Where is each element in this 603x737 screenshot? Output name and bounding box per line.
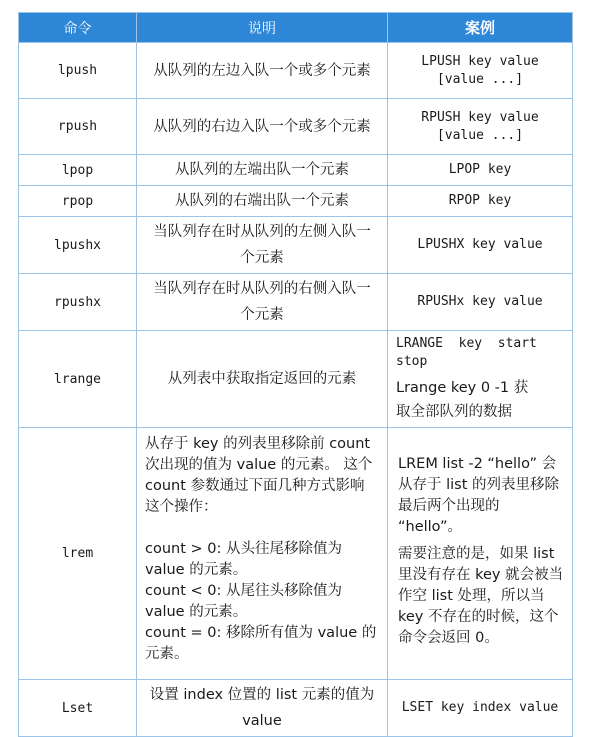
command-cell: lpushx <box>19 217 137 274</box>
table-row <box>19 99 573 155</box>
description-case: count > 0: 从头往尾移除值为 value 的元素。 <box>145 541 342 578</box>
example-line: Lrange key 0 -1 获 <box>396 380 529 396</box>
command-cell: lpop <box>19 155 137 186</box>
description-intro: 从存于 key 的列表里移除前 count 次出现的值为 value 的元素。 这个 count 参数通过下面几种方式影响这个操作： <box>145 436 373 515</box>
description-cell: 从队列的左端出队一个元素 <box>137 155 388 186</box>
table-row <box>19 680 573 737</box>
example-cell: RPUSHx key value <box>388 274 573 331</box>
example-cell: RPOP key <box>388 186 573 217</box>
example-cell: LSET key index value <box>388 680 573 737</box>
description-cell: 从队列的右端出队一个元素 <box>137 186 388 217</box>
description-cell: 从队列的右边入队一个或多个元素 <box>137 99 388 155</box>
command-cell: rpop <box>19 186 137 217</box>
example-line: LRANGE key start <box>396 336 537 351</box>
table-row <box>19 43 573 99</box>
description-cell: 从队列的左边入队一个或多个元素 <box>137 43 388 99</box>
description-cell: 当队列存在时从队列的左侧入队一个元素 <box>137 217 388 274</box>
example-cell: LPUSH key value [value ...] <box>388 43 573 99</box>
example-paragraph: 需要注意的是，如果 list 里没有存在 key 就会被当作空 list 处理，所以当 key 不存在的时候，这个命令会返回 0。 <box>398 546 564 646</box>
table-row <box>19 428 573 680</box>
description-cell: 当队列存在时从队列的右侧入队一个元素 <box>137 274 388 331</box>
example-cell <box>388 331 573 428</box>
command-cell: lrange <box>19 331 137 428</box>
table-row <box>19 155 573 186</box>
command-cell: lrem <box>19 428 137 680</box>
description-cell: 设置 index 位置的 list 元素的值为 value <box>137 680 388 737</box>
table-row <box>19 217 573 274</box>
example-cell: LPUSHX key value <box>388 217 573 274</box>
example-cell <box>388 428 573 680</box>
example-cell: RPUSH key value [value ...] <box>388 99 573 155</box>
description-cell <box>137 428 388 680</box>
description-cell: 从列表中获取指定返回的元素 <box>137 331 388 428</box>
description-case: count < 0: 从尾往头移除值为 value 的元素。 <box>145 583 342 620</box>
command-cell: rpush <box>19 99 137 155</box>
example-line: 取全部队列的数据 <box>396 404 512 420</box>
example-paragraph: LREM list -2 “hello” 会从存于 list 的列表里移除最后两个出现的 “hello”。 <box>398 456 560 535</box>
table-row <box>19 331 573 428</box>
command-table <box>18 12 573 737</box>
table-row <box>19 274 573 331</box>
header-example: 案例 <box>388 13 573 43</box>
header-command: 命令 <box>19 13 137 43</box>
table-header-row <box>19 13 573 43</box>
command-cell: lpush <box>19 43 137 99</box>
example-cell: LPOP key <box>388 155 573 186</box>
command-cell: Lset <box>19 680 137 737</box>
example-line: stop <box>396 354 428 369</box>
header-description: 说明 <box>137 13 388 43</box>
table-row <box>19 186 573 217</box>
description-case: count = 0: 移除所有值为 value 的元素。 <box>145 625 377 662</box>
command-cell: rpushx <box>19 274 137 331</box>
